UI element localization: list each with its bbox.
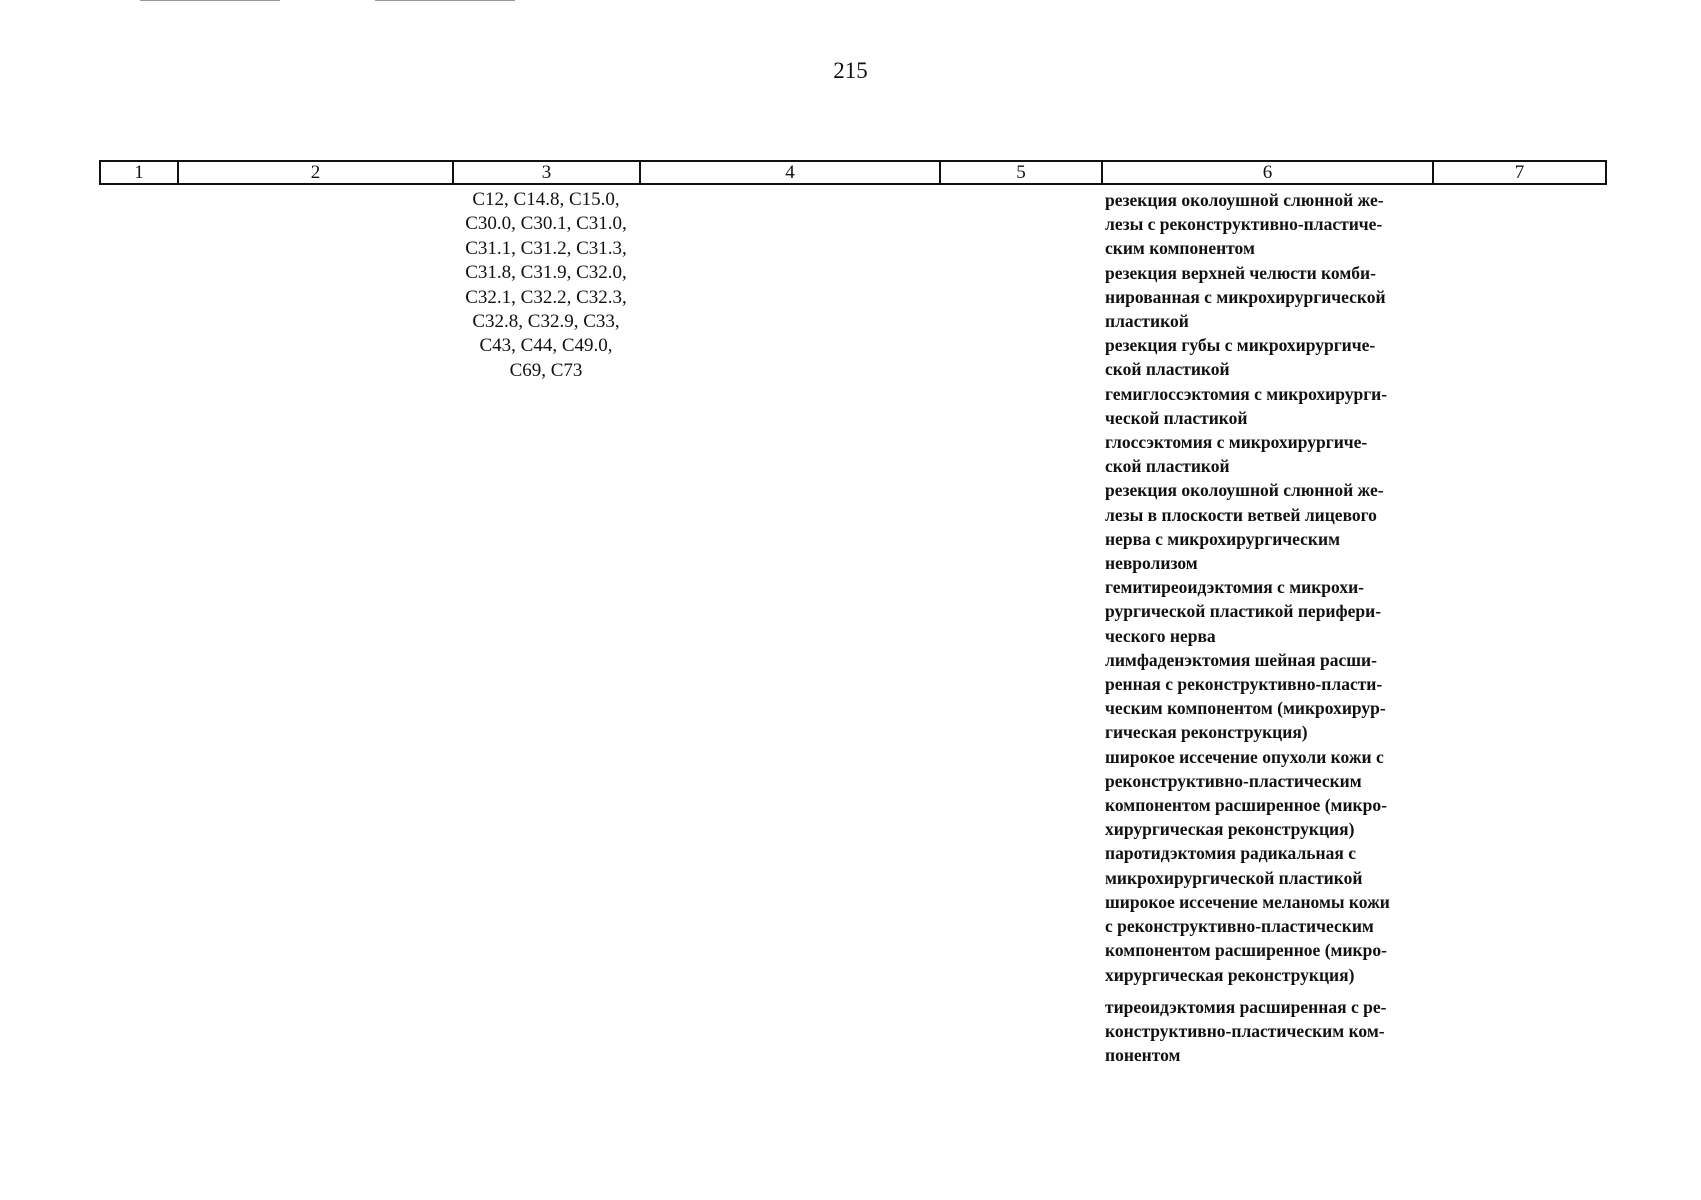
treatment-entry	[1105, 333, 1435, 381]
entry-line: реконструктивно-пластическим	[1105, 770, 1362, 791]
code-line: C43, C44, C49.0,	[479, 335, 613, 357]
entry-line: лезы в плоскости ветвей лицевого	[1105, 504, 1377, 525]
entry-line: ским компонентом	[1105, 238, 1255, 259]
entry-line: резекция околоушной слюнной же-	[1105, 190, 1384, 210]
entry-line: ческим компонентом (микрохирур-	[1105, 698, 1386, 719]
treatment-entry	[1105, 261, 1435, 334]
column-header-4: 4	[640, 161, 940, 184]
entry-line: лимфаденэктомия шейная расши-	[1105, 649, 1377, 670]
code-line: C32.8, C32.9, C33,	[472, 311, 620, 333]
column-header-3: 3	[453, 161, 640, 184]
entry-line: широкое иссечение опухоли кожи с	[1105, 746, 1384, 767]
treatment-entry	[1105, 430, 1435, 478]
entry-line: хирургическая реконструкция)	[1105, 819, 1355, 840]
entry-line: резекция околоушной слюнной же-	[1105, 480, 1384, 501]
entry-line: ческого нерва	[1105, 625, 1216, 646]
treatment-entry	[1105, 575, 1435, 648]
entry-line: гическая реконструкция)	[1105, 722, 1308, 743]
header-row	[100, 161, 1606, 184]
entry-line: глоссэктомия с микрохирургиче-	[1105, 432, 1368, 453]
treatment-methods-cell	[1105, 188, 1435, 1067]
column-header-5: 5	[940, 161, 1102, 184]
scan-artifact-line	[375, 0, 515, 1]
treatment-entry	[1105, 745, 1435, 842]
entry-line: нированная с микрохирургической	[1105, 286, 1386, 307]
column-header-7: 7	[1433, 161, 1606, 184]
entry-line: лезы с реконструктивно-пластиче-	[1105, 214, 1383, 235]
entry-line: резекция губы с микрохирургиче-	[1105, 335, 1376, 356]
entry-line: ренная с реконструктивно-пласти-	[1105, 674, 1383, 695]
entry-line: рургической пластикой перифери-	[1105, 601, 1382, 622]
entry-line: ческой пластикой	[1105, 407, 1248, 428]
page-number: 215	[833, 58, 868, 83]
entry-line: компонентом расширенное (микро-	[1105, 795, 1387, 816]
treatment-entry	[1105, 995, 1435, 1068]
treatment-entry	[1105, 478, 1435, 575]
entry-line: с реконструктивно-пластическим	[1105, 916, 1374, 937]
diagnosis-codes-cell	[452, 188, 640, 383]
scan-artifact-line	[140, 0, 280, 1]
entry-line: широкое иссечение меланомы кожи	[1105, 891, 1390, 912]
entry-line: невролизом	[1105, 553, 1198, 574]
column-number-header	[99, 160, 1607, 185]
entry-line: пластикой	[1105, 311, 1189, 332]
entry-line: гемитиреоидэктомия с микрохи-	[1105, 577, 1364, 598]
treatment-entry	[1105, 648, 1435, 745]
code-line: C31.8, C31.9, C32.0,	[465, 262, 627, 284]
treatment-entry	[1105, 188, 1435, 261]
code-line: C69, C73	[509, 359, 583, 381]
code-line: C30.0, C30.1, C31.0,	[465, 213, 627, 235]
column-header-1: 1	[100, 161, 178, 184]
entry-line: понентом	[1105, 1045, 1181, 1066]
entry-line: резекция верхней челюсти комби-	[1105, 262, 1376, 283]
column-header-6: 6	[1102, 161, 1433, 184]
entry-line: конструктивно-пластическим ком-	[1105, 1020, 1385, 1041]
entry-line: гемиглоссэктомия с микрохирурги-	[1105, 383, 1388, 404]
entry-line: ской пластикой	[1105, 456, 1230, 477]
entry-line: компонентом расширенное (микро-	[1105, 940, 1387, 961]
treatment-entry	[1105, 890, 1435, 987]
entry-line: тиреоидэктомия расширенная с ре-	[1105, 996, 1387, 1017]
entry-line: хирургическая реконструкция)	[1105, 964, 1355, 985]
entry-line: нерва с микрохирургическим	[1105, 528, 1340, 549]
treatment-entry	[1105, 382, 1435, 430]
column-header-2: 2	[178, 161, 453, 184]
entry-line: микрохирургической пластикой	[1105, 867, 1363, 888]
treatment-entry	[1105, 841, 1435, 889]
code-line: C32.1, C32.2, C32.3,	[465, 286, 627, 308]
entry-line: ской пластикой	[1105, 359, 1230, 380]
code-line: C12, C14.8, C15.0,	[472, 189, 620, 210]
entry-line: паротидэктомия радикальная с	[1105, 843, 1356, 864]
code-line: C31.1, C31.2, C31.3,	[465, 237, 627, 259]
